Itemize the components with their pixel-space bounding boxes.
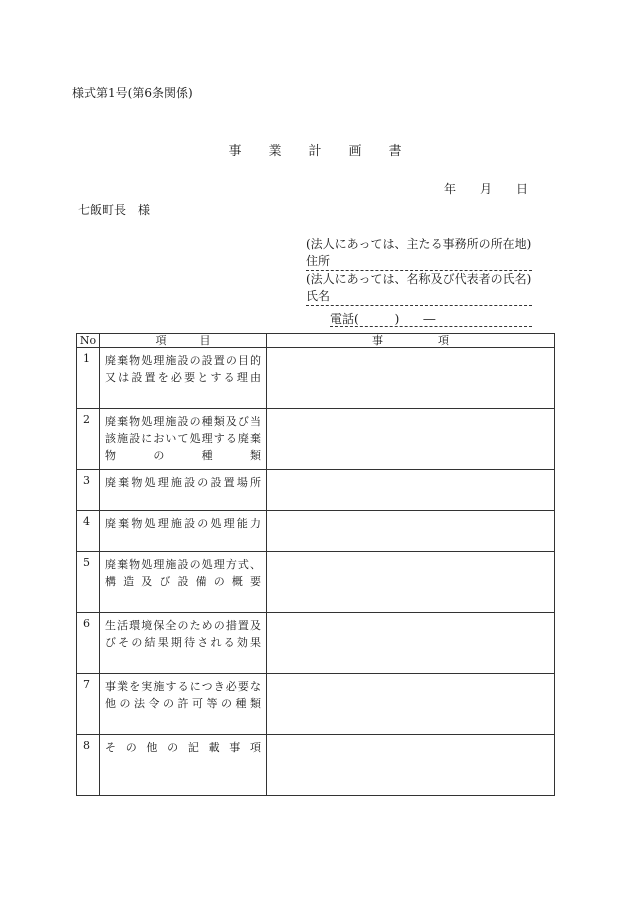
row-item [100,613,267,674]
row-number: 6 [77,613,100,674]
table-row [77,348,555,409]
row-item [100,735,267,796]
item-line: 該施設において処理する廃棄 [105,432,261,445]
row-number: 4 [77,511,100,552]
addressee: 七飯町長 様 [78,203,151,217]
row-item [100,552,267,613]
item-line: 廃棄物処理施設の処理能力 [105,517,261,530]
row-detail-input[interactable] [267,348,555,409]
table-row [77,470,555,511]
year-label: 年 [443,182,456,196]
row-detail-input[interactable] [267,613,555,674]
plan-table [76,333,555,796]
item-line: 廃棄物処理施設の処理方式、 [105,558,261,571]
item-line: 廃棄物処理施設の設置場所 [105,476,261,489]
name-field[interactable] [306,288,532,306]
item-line: その他の記載事項 [105,741,261,754]
form-number: 様式第1号(第6条関係) [72,86,193,100]
item-line: 事業を実施するにつき必要な [105,680,261,693]
table-row [77,613,555,674]
table-row [77,511,555,552]
phone-label: 電話( ) ― [330,312,436,326]
item-line: 構造及び設備の概要 [105,575,261,588]
row-number: 5 [77,552,100,613]
row-detail-input[interactable] [267,409,555,470]
table-row [77,735,555,796]
table-header-row [77,334,555,348]
row-number: 1 [77,348,100,409]
row-detail-input[interactable] [267,511,555,552]
row-item [100,470,267,511]
table-row [77,409,555,470]
name-note: (法人にあっては、名称及び代表者の氏名) [306,272,532,286]
phone-field[interactable] [330,312,532,327]
item-line: 物 の 種 類 [105,449,261,462]
row-detail-input[interactable] [267,674,555,735]
item-line: 廃棄物処理施設の設置の目的 [105,354,261,367]
row-detail-input[interactable] [267,470,555,511]
item-line: 他の法令の許可等の種類 [105,697,261,710]
item-line: 廃棄物処理施設の種類及び当 [105,415,261,428]
row-number: 3 [77,470,100,511]
header-item: 項 目 [100,334,267,348]
address-field[interactable] [306,253,532,271]
row-number: 2 [77,409,100,470]
month-label: 月 [479,182,492,196]
row-detail-input[interactable] [267,552,555,613]
address-note: (法人にあっては、主たる事務所の所在地) [306,237,532,251]
item-line: 生活環境保全のための措置及 [105,619,261,632]
item-line: びその結果期待される効果 [105,636,261,649]
row-item [100,348,267,409]
row-item [100,674,267,735]
table-row [77,552,555,613]
row-number: 7 [77,674,100,735]
name-label: 氏名 [306,289,331,303]
date-line [444,180,528,197]
address-label: 住所 [306,254,331,268]
table-row [77,674,555,735]
header-detail: 事 項 [267,334,555,348]
row-item [100,409,267,470]
row-detail-input[interactable] [267,735,555,796]
item-line: 又は設置を必要とする理由 [105,371,261,384]
row-item [100,511,267,552]
document-title: 事業計画書 [228,144,429,159]
day-label: 日 [515,182,528,196]
header-no: No [77,334,100,348]
applicant-block [306,236,532,306]
row-number: 8 [77,735,100,796]
